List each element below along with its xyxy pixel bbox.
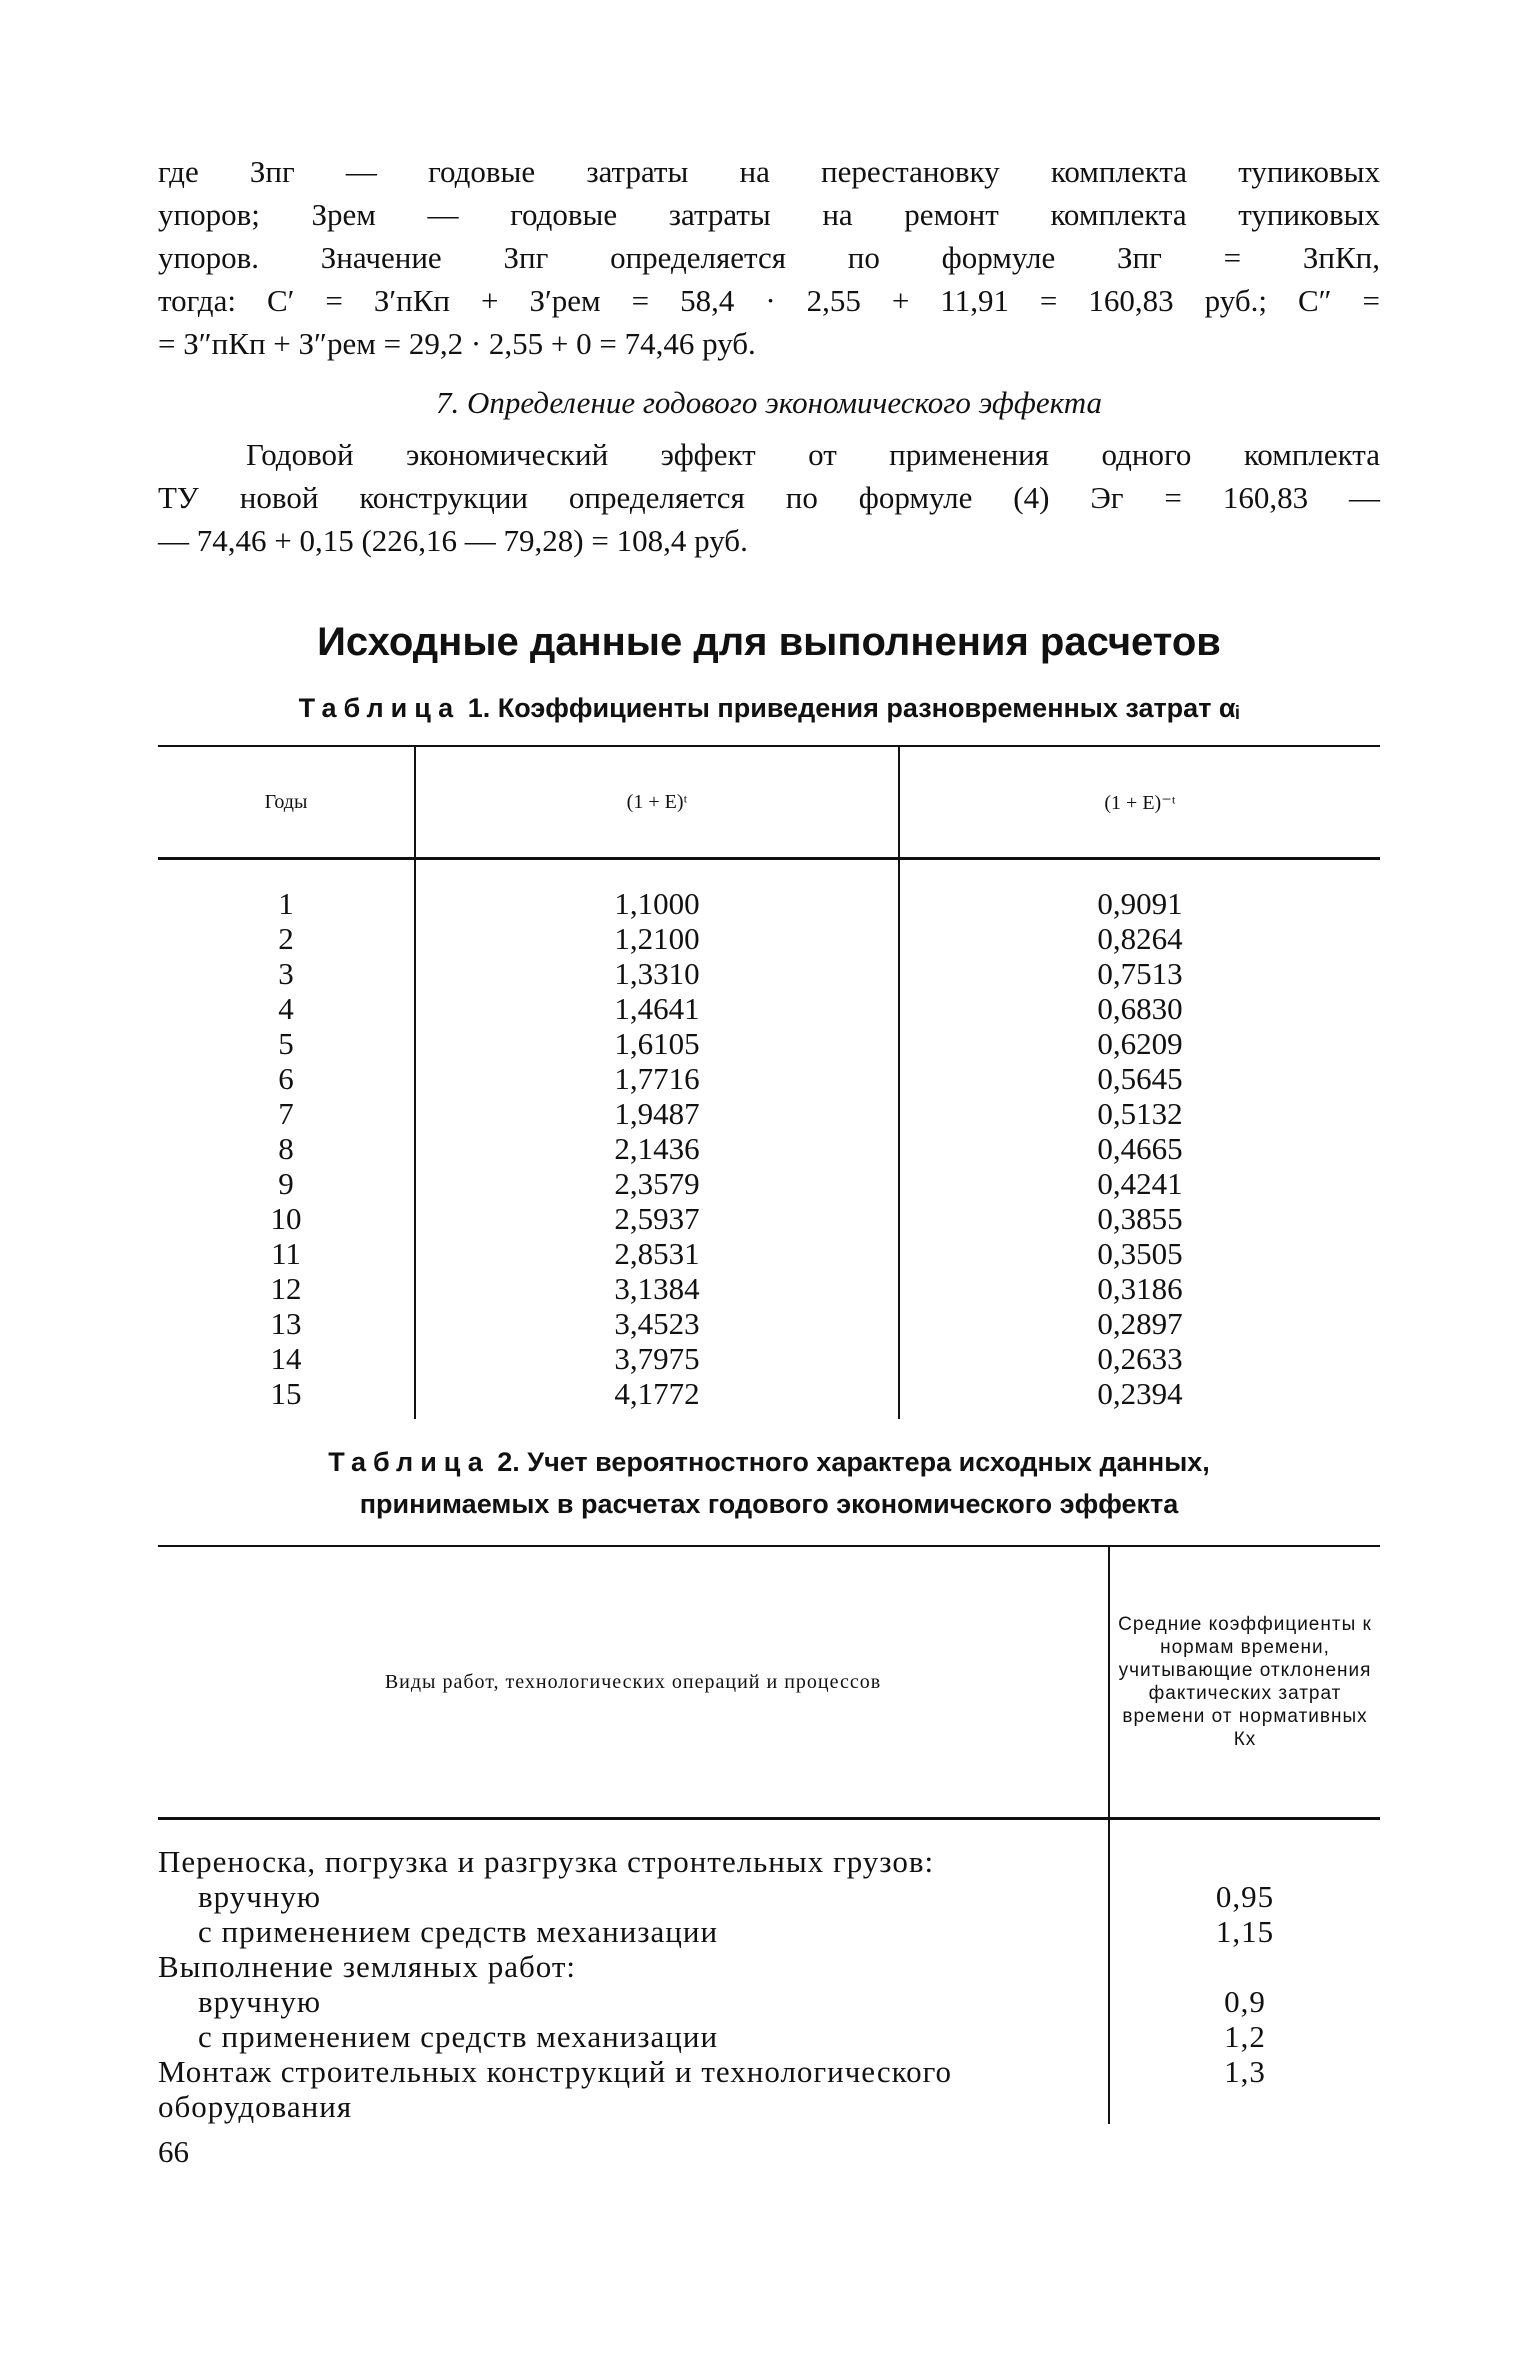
table1-cell-compound: 4,1772	[415, 1376, 899, 1419]
table2-cell-coefficient: 1,2	[1109, 2019, 1380, 2054]
table1-row	[158, 956, 1380, 991]
table2	[158, 1545, 1380, 2124]
table1-cell-discount: 0,6209	[1097, 1026, 1183, 1061]
table1-cell-year: 9	[158, 1166, 415, 1201]
table1	[158, 745, 1380, 1419]
table1-header-row	[158, 746, 1380, 859]
table1-cell-discount: 0,8264	[1097, 921, 1183, 956]
table1-cell-year: 13	[158, 1306, 415, 1341]
table2-row	[158, 2089, 1380, 2124]
table1-cell-compound: 3,4523	[415, 1306, 899, 1341]
table1-header-compound: (1 + E)ᵗ	[415, 746, 899, 859]
table1-cell-compound: 2,1436	[415, 1131, 899, 1166]
table1-row	[158, 1236, 1380, 1271]
table2-cell-coefficient: 0,95	[1109, 1879, 1380, 1914]
intro-line: = З″пКп + З″рем = 29,2 · 2,55 + 0 = 74,46 руб.	[158, 326, 756, 361]
section-line: Годовой экономический эффект от применения одного комплекта	[246, 437, 1380, 472]
table1-caption	[158, 687, 1380, 729]
table2-cell-work: вручную	[198, 1879, 322, 1914]
table2-cell-coefficient: 1,15	[1109, 1914, 1380, 1949]
table1-row	[158, 921, 1380, 956]
table2-row	[158, 1984, 1380, 2019]
table1-cell-year: 5	[158, 1026, 415, 1061]
table1-cell-compound: 3,7975	[415, 1341, 899, 1376]
table2-row	[158, 2019, 1380, 2054]
table1-cell-discount: 0,3855	[1097, 1201, 1183, 1236]
section-line: ТУ новой конструкции определяется по формуле (4) Эг = 160,83 —	[158, 480, 1380, 515]
intro-line: упоров. Значение Зпг определяется по формуле Зпг = ЗпКп,	[158, 240, 1380, 275]
table1-cell-compound: 1,9487	[415, 1096, 899, 1131]
table1-row	[158, 1061, 1380, 1096]
table1-cell-year: 2	[158, 921, 415, 956]
table1-cell-compound: 1,7716	[415, 1061, 899, 1096]
table2-cell-coefficient	[1109, 1949, 1380, 1984]
table1-caption-label: Таблица	[298, 693, 461, 723]
table2-cell-coefficient	[1109, 1819, 1380, 1880]
table2-cell-work: с применением средств механизации	[198, 2019, 719, 2054]
table1-header-years: Годы	[158, 746, 415, 859]
table2-cell-work: Выполнение земляных работ:	[158, 1949, 576, 1984]
table1-cell-compound: 2,5937	[415, 1201, 899, 1236]
table1-row	[158, 1201, 1380, 1236]
table2-header-row	[158, 1546, 1380, 1819]
table1-row	[158, 1341, 1380, 1376]
table1-cell-compound: 1,1000	[415, 859, 899, 922]
table1-cell-compound: 2,8531	[415, 1236, 899, 1271]
table2-caption	[158, 1441, 1380, 1483]
table1-cell-year: 4	[158, 991, 415, 1026]
intro-line: где Зпг — годовые затраты на перестановку комплекта тупиковых	[158, 154, 1380, 189]
intro-line: упоров; Зрем — годовые затраты на ремонт комплекта тупиковых	[158, 197, 1380, 232]
document-page	[158, 150, 1380, 2124]
table2-cell-work: с применением средств механизации	[198, 1914, 719, 1949]
table1-cell-year: 6	[158, 1061, 415, 1096]
table1-cell-compound: 1,2100	[415, 921, 899, 956]
table1-cell-discount: 0,6830	[1097, 991, 1183, 1026]
table1-row	[158, 1096, 1380, 1131]
section-paragraph	[158, 433, 1380, 562]
table1-row	[158, 991, 1380, 1026]
table1-cell-year: 3	[158, 956, 415, 991]
table2-header-coefficients: Средние коэффициенты к нормам времени, учитывающие отклонения фактических затрат времени от нормативных Кх	[1109, 1546, 1380, 1819]
table1-cell-year: 7	[158, 1096, 415, 1131]
intro-paragraph	[158, 150, 1380, 365]
table1-row	[158, 1131, 1380, 1166]
table1-caption-text: 1. Коэффициенты приведения разновременных затрат αᵢ	[467, 693, 1240, 723]
table2-cell-work: Переноска, погрузка и разгрузка стронтельных грузов:	[158, 1844, 935, 1879]
table2-cell-work: вручную	[198, 1984, 322, 2019]
table1-cell-year: 12	[158, 1271, 415, 1306]
table1-cell-discount: 0,3505	[1097, 1236, 1183, 1271]
intro-line: тогда: С′ = З′пКп + З′рем = 58,4 · 2,55 + 11,91 = 160,83 руб.; С″ =	[158, 283, 1380, 318]
table1-cell-year: 11	[158, 1236, 415, 1271]
table1-row	[158, 1376, 1380, 1419]
table2-row	[158, 2054, 1380, 2089]
table2-caption-line2: принимаемых в расчетах годового экономического эффекта	[359, 1489, 1179, 1519]
table1-cell-discount: 0,9091	[1097, 886, 1183, 921]
table2-cell-work: Монтаж строительных конструкций и технологического	[158, 2054, 953, 2089]
table1-cell-compound: 1,3310	[415, 956, 899, 991]
table2-row	[158, 1914, 1380, 1949]
table1-cell-compound: 1,6105	[415, 1026, 899, 1061]
table1-cell-year: 14	[158, 1341, 415, 1376]
table1-cell-year: 10	[158, 1201, 415, 1236]
table1-header-discount: (1 + E)⁻ᵗ	[899, 746, 1380, 859]
table1-cell-compound: 2,3579	[415, 1166, 899, 1201]
table1-cell-compound: 3,1384	[415, 1271, 899, 1306]
table1-cell-discount: 0,4665	[1097, 1131, 1183, 1166]
table1-row	[158, 1026, 1380, 1061]
table2-row	[158, 1949, 1380, 1984]
section-line: — 74,46 + 0,15 (226,16 — 79,28) = 108,4 руб.	[158, 523, 748, 558]
table2-cell-coefficient: 1,3	[1109, 2054, 1380, 2089]
table1-cell-discount: 0,7513	[1097, 956, 1183, 991]
section-heading: 7. Определение годового экономического эффекта	[435, 385, 1103, 420]
table1-cell-discount: 0,3186	[1097, 1271, 1183, 1306]
table1-cell-year: 15	[158, 1376, 415, 1419]
table2-caption-label: Таблица	[328, 1447, 490, 1477]
table1-cell-discount: 0,2394	[1097, 1376, 1183, 1411]
table1-cell-compound: 1,4641	[415, 991, 899, 1026]
table2-row	[158, 1819, 1380, 1880]
table2-header-works: Виды работ, технологических операций и процессов	[158, 1546, 1109, 1819]
table1-cell-discount: 0,5645	[1097, 1061, 1183, 1096]
table1-row	[158, 859, 1380, 922]
main-title: Исходные данные для выполнения расчетов	[317, 620, 1221, 664]
table1-row	[158, 1271, 1380, 1306]
table1-cell-discount: 0,4241	[1097, 1166, 1183, 1201]
table1-row	[158, 1306, 1380, 1341]
table2-cell-coefficient	[1109, 2089, 1380, 2124]
table2-row	[158, 1879, 1380, 1914]
table1-cell-year: 1	[158, 859, 415, 922]
page-number: 66	[158, 2134, 189, 2169]
table2-caption-line1: 2. Учет вероятностного характера исходных данных,	[497, 1447, 1210, 1477]
table1-row	[158, 1166, 1380, 1201]
table2-cell-coefficient: 0,9	[1109, 1984, 1380, 2019]
table2-cell-work: оборудования	[158, 2089, 353, 2124]
table1-cell-discount: 0,2633	[1097, 1341, 1183, 1376]
table1-cell-discount: 0,5132	[1097, 1096, 1183, 1131]
table1-cell-discount: 0,2897	[1097, 1306, 1183, 1341]
table1-cell-year: 8	[158, 1131, 415, 1166]
